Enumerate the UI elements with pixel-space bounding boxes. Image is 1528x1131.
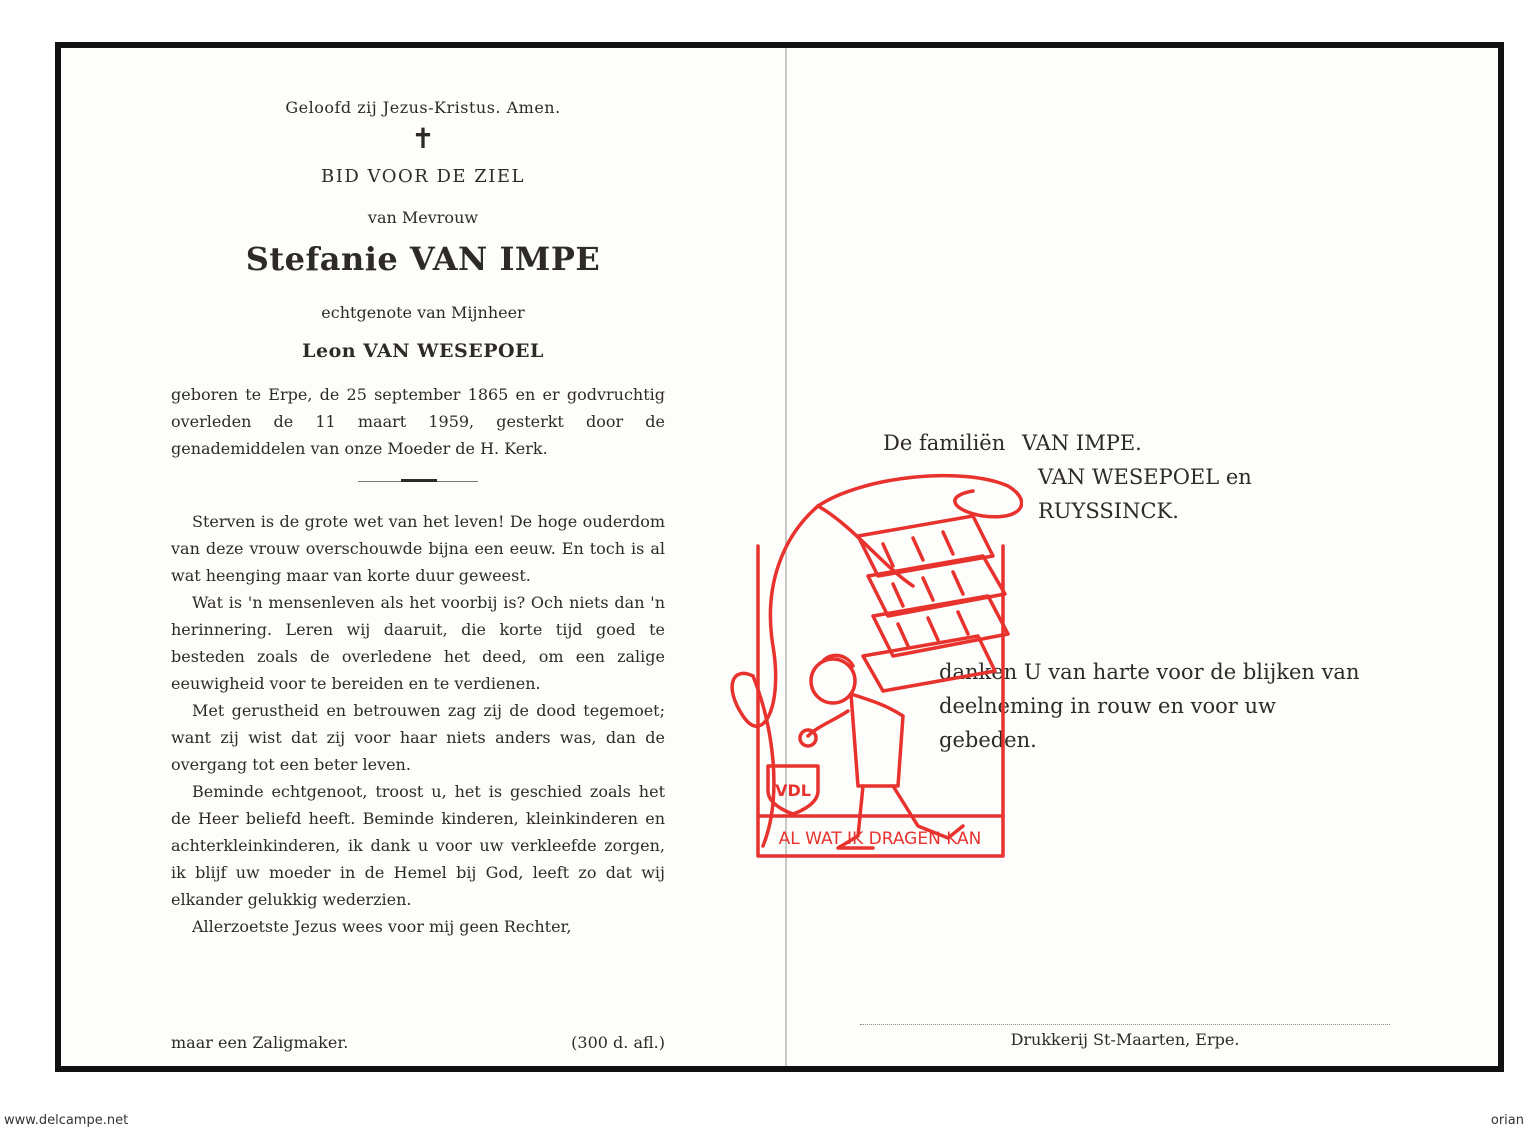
deceased-name: Stefanie VAN IMPE bbox=[245, 240, 601, 278]
family-name: RUYSSINCK. bbox=[1038, 499, 1179, 523]
paragraph: Met gerustheid en betrouwen zag zij de dood tegemoet; want zij wist dat zij voor haar niets anders was, dan de overgang tot een beter leven. bbox=[171, 701, 665, 774]
dotted-rule bbox=[860, 1024, 1390, 1025]
printer-credit: Drukkerij St-Maarten, Erpe. bbox=[1010, 1030, 1240, 1049]
paragraph: Sterven is de grote wet van het leven! De hoge ouderdom van deze vrouw overschouwde bijna een eeuw. En toch is al wat heenging maar van korte duur geweest. bbox=[171, 512, 665, 585]
title-prefix: van Mevrouw bbox=[367, 208, 479, 227]
spouse-name: Leon VAN WESEPOEL bbox=[302, 340, 544, 362]
closing-text: maar een Zaligmaker. bbox=[171, 1033, 349, 1052]
boy-carrying-books-icon bbox=[723, 466, 1023, 866]
family-name: VAN WESEPOEL en bbox=[1038, 465, 1252, 489]
meditation-text bbox=[171, 508, 665, 940]
watermark-right: orian bbox=[1490, 1113, 1524, 1128]
watermark-left: www.delcampe.net bbox=[4, 1113, 129, 1128]
card-paper bbox=[61, 48, 1498, 1066]
closing-row bbox=[171, 1029, 665, 1056]
memorial-card bbox=[55, 42, 1504, 1072]
cross-icon: ✝ bbox=[411, 122, 435, 155]
divider-ornament bbox=[401, 479, 437, 482]
prayer-heading: BID VOOR DE ZIEL bbox=[321, 166, 525, 187]
invocation: Geloofd zij Jezus-Kristus. Amen. bbox=[285, 98, 561, 117]
paragraph: Allerzoetste Jezus wees voor mij geen Rechter, bbox=[192, 917, 572, 936]
thanks-text: danken U van harte voor de blijken van deelneming in rouw en voor uw gebeden. bbox=[939, 660, 1360, 752]
paragraph: Wat is 'n mensenleven als het voorbij is? Och niets dan 'n herinnering. Leren wij daaruit, die korte tijd goed te besteden zoals de overledene het deed, om een zalige eeuwigheid voor te bereiden en te verdienen. bbox=[171, 593, 665, 693]
paragraph: Beminde echtgenoot, troost u, het is geschied zoals het de Heer beliefd heeft. Beminde kinderen, kleinkinderen en achterkleinkinderen, ik dank u voor uw verkleefde zorgen, ik blijf uw moeder in de Hemel bij God, leeft zo dat wij elkander gelukkig wederzien. bbox=[171, 782, 665, 909]
spouse-prefix: echtgenote van Mijnheer bbox=[321, 303, 525, 322]
families-intro: De familiën bbox=[883, 431, 1006, 455]
birth-death-text: geboren te Erpe, de 25 september 1865 en er godvruchtig overleden de 11 maart 1959, gesterkt door de genademiddelen van onze Moeder de H. Kerk. bbox=[171, 385, 665, 458]
left-panel bbox=[61, 48, 785, 1066]
emblem-motto: AL WAT IK DRAGEN KAN bbox=[778, 829, 982, 849]
indulgence-note: (300 d. afl.) bbox=[571, 1033, 665, 1052]
family-name: VAN IMPE. bbox=[1021, 431, 1142, 455]
emblem-shield-letters: VDL bbox=[775, 781, 811, 800]
